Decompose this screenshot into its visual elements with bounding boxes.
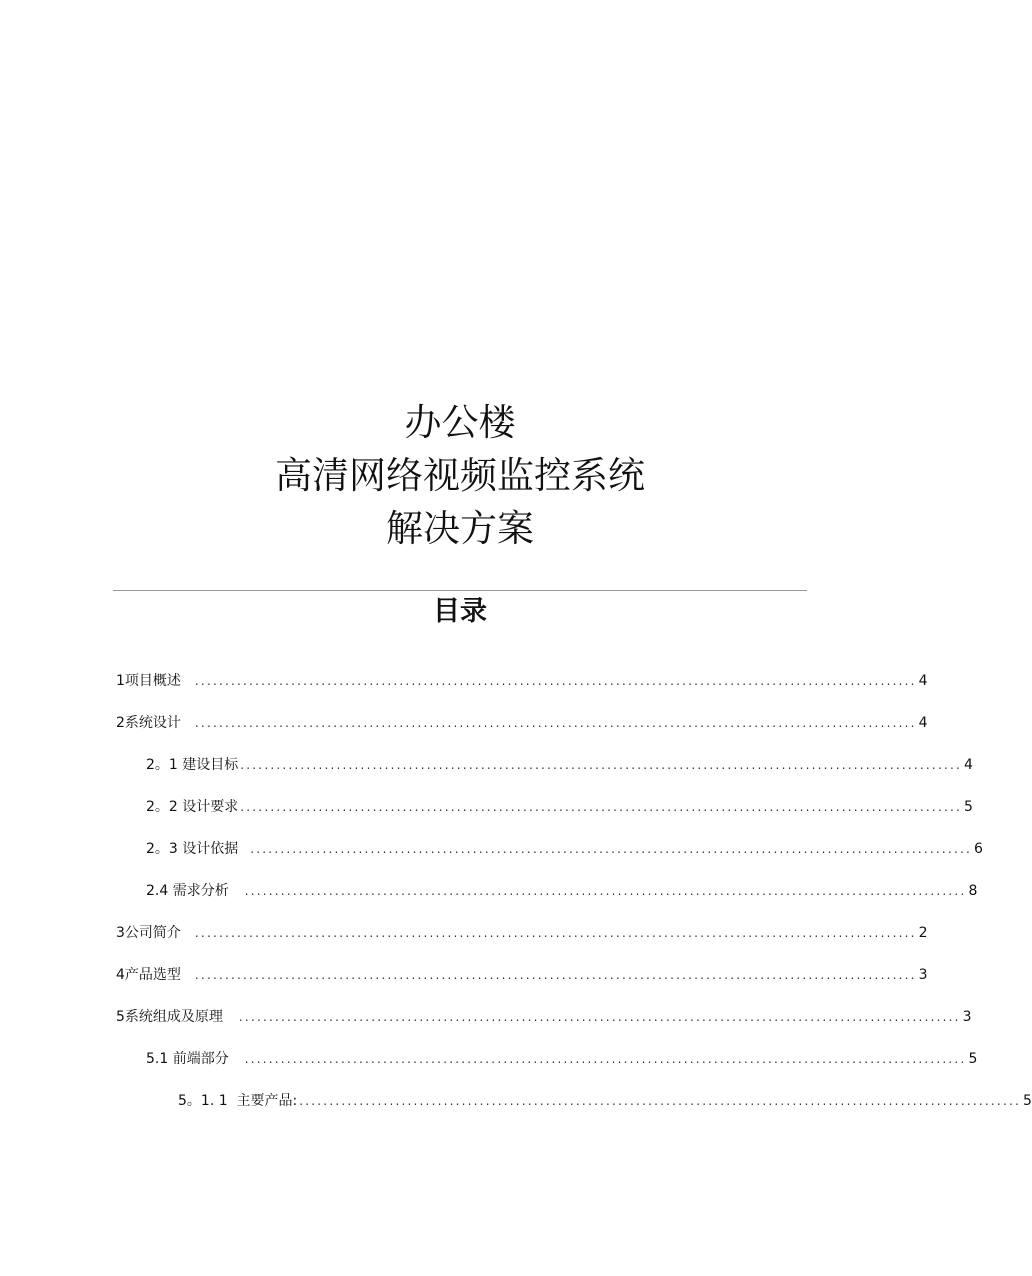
toc-entry-page: 4: [918, 715, 928, 731]
toc-entry-number: 2: [116, 715, 125, 731]
toc-entry-title: 2。3 设计依据: [146, 841, 239, 857]
toc-entry-title: 系统设计: [124, 715, 181, 731]
dot-leader: ........................................................................................................................: [194, 926, 917, 940]
toc-entry-page: 6: [974, 841, 983, 857]
toc-entry-2-2[interactable]: [146, 794, 973, 820]
dot-leader: ........................................................................................................................: [244, 884, 967, 898]
toc-entry-title: 项目概述: [124, 673, 181, 689]
toc-entry-page: 2: [918, 925, 928, 941]
toc-entry-title: 2.4 需求分析: [146, 883, 229, 899]
toc-entry-page: 3: [918, 967, 928, 983]
toc-entry-title: 5。1. 1 主要产品:: [178, 1093, 298, 1109]
toc-entry-page: 8: [968, 883, 978, 899]
toc-entry-title: 5.1 前端部分: [146, 1051, 229, 1067]
dot-leader: ........................................................................................................................: [250, 842, 972, 856]
toc-entry-5-1[interactable]: [146, 1046, 978, 1072]
toc-entry-number: 4: [116, 967, 125, 983]
toc-entry-1[interactable]: [116, 668, 928, 694]
toc-entry-page: 5: [1022, 1093, 1032, 1109]
toc-entry-5-1-1[interactable]: [178, 1088, 1032, 1114]
dot-leader: ........................................................................................................................: [194, 968, 917, 982]
toc-entry-title: 产品选型: [124, 967, 181, 983]
document-title: [0, 396, 920, 555]
dot-leader: ........................................................................................................................: [299, 1094, 1021, 1108]
title-line-3: 解决方案: [386, 507, 534, 550]
dot-leader: ........................................................................................................................: [194, 674, 917, 688]
title-line-1: 办公楼: [404, 401, 516, 444]
toc-entry-title: 2。1 建设目标: [146, 757, 239, 773]
toc-entry-2-4[interactable]: [146, 878, 978, 904]
toc-entry-number: 5: [116, 1009, 125, 1025]
toc-entry-page: 4: [964, 757, 973, 773]
toc-heading: 目录: [433, 596, 487, 627]
toc-entry-title: 2。2 设计要求: [146, 799, 239, 815]
toc-entry-page: 5: [964, 799, 973, 815]
toc-entry-2[interactable]: [116, 710, 928, 736]
toc-entry-page: 5: [968, 1051, 978, 1067]
toc-entry-title: 系统组成及原理: [124, 1009, 223, 1025]
toc-entry-3[interactable]: [116, 920, 928, 946]
divider-line: [113, 590, 807, 591]
dot-leader: ........................................................................................................................: [244, 1052, 967, 1066]
dot-leader: ........................................................................................................................: [238, 1010, 961, 1024]
dot-leader: ........................................................................................................................: [240, 758, 962, 772]
title-line-2: 高清网络视频监控系统: [275, 454, 645, 497]
toc-entry-5[interactable]: [116, 1004, 972, 1030]
toc-entry-2-3[interactable]: [146, 836, 983, 862]
toc-entry-number: 3: [116, 925, 125, 941]
dot-leader: ........................................................................................................................: [194, 716, 917, 730]
dot-leader: ........................................................................................................................: [240, 800, 962, 814]
toc-entry-page: 4: [918, 673, 928, 689]
toc-entry-2-1[interactable]: [146, 752, 973, 778]
toc-entry-page: 3: [962, 1009, 972, 1025]
toc-entry-number: 1: [116, 673, 125, 689]
toc-entry-4[interactable]: [116, 962, 928, 988]
toc-entry-title: 公司简介: [124, 925, 181, 941]
